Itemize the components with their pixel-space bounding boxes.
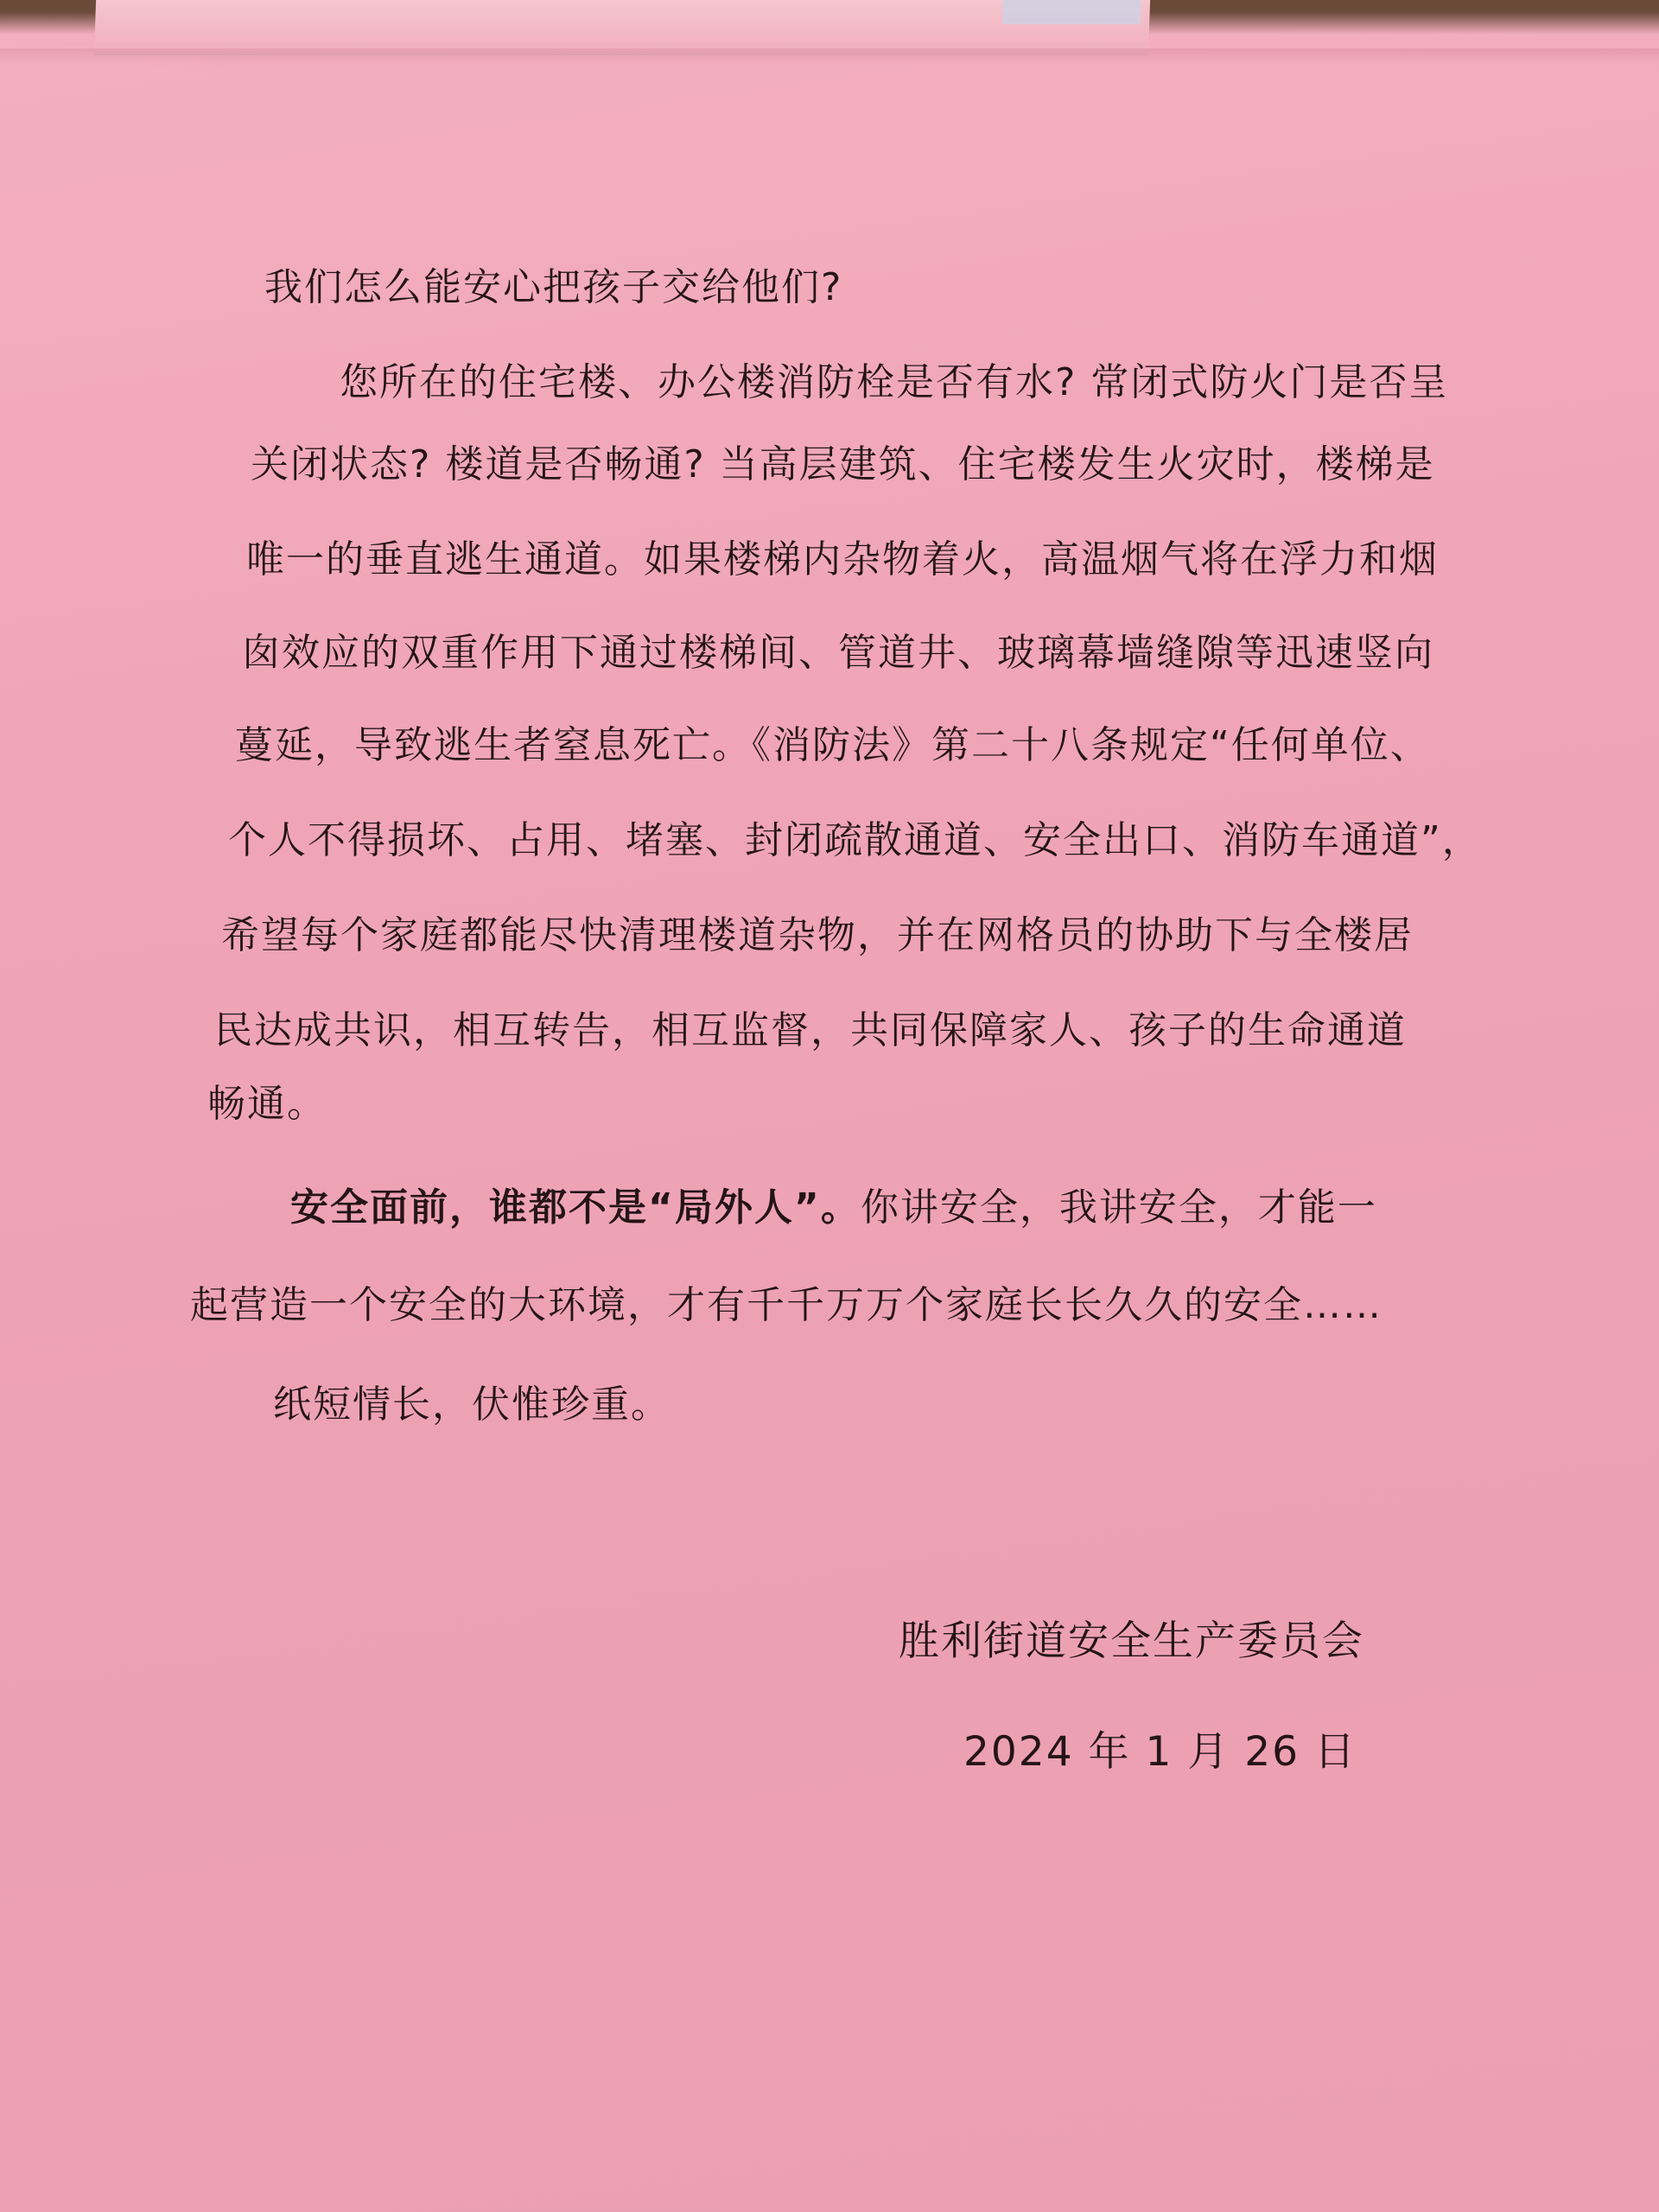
closing-line: 纸短情长，伏惟珍重。 — [273, 1382, 671, 1427]
sheet-behind — [94, 0, 1150, 55]
letter-line-12: 起营造一个安全的大环境，才有千千万万个家庭长长久久的安全…… — [190, 1283, 1382, 1327]
letter-line-10: 畅通。 — [207, 1082, 327, 1126]
letter-line-4: 唯一的垂直逃生通道。如果楼梯内杂物着火，高温烟气将在浮力和烟 — [246, 537, 1439, 582]
signature-organization: 胜利街道安全生产委员会 — [899, 1618, 1364, 1665]
signature-date: 2024 年 1 月 26 日 — [963, 1728, 1357, 1776]
bold-lead-sentence: 安全面前，谁都不是“局外人”。 — [290, 1185, 861, 1230]
letter-line-3: 关闭状态? 楼道是否畅通? 当高层建筑、住宅楼发生火灾时，楼梯是 — [251, 442, 1435, 486]
letter-line-7: 个人不得损坏、占用、堵塞、封闭疏散通道、安全出口、消防车通道”， — [228, 818, 1482, 862]
letter-line-8: 希望每个家庭都能尽快清理楼道杂物，并在网格员的协助下与全楼居 — [221, 913, 1414, 957]
letter-line-5: 囱效应的双重作用下通过楼梯间、管道井、玻璃幕墙缝隙等迅速竖向 — [242, 631, 1434, 675]
letter-line-6: 蔓延，导致逃生者窒息死亡。《消防法》第二十八条规定“任何单位、 — [235, 723, 1430, 767]
blue-paper-corner — [1002, 0, 1141, 24]
letter-line-2: 您所在的住宅楼、办公楼消防栓是否有水? 常闭式防火门是否呈 — [340, 360, 1449, 404]
letter-line-9: 民达成共识，相互转告，相互监督，共同保障家人、孩子的生命通道 — [214, 1008, 1407, 1052]
letter-line-11 — [290, 1184, 1377, 1232]
sheet-shadow — [0, 48, 1659, 66]
letter-line-1: 我们怎么能安心把孩子交给他们? — [264, 265, 843, 309]
line-11-rest: 你讲安全，我讲安全，才能一 — [860, 1185, 1377, 1230]
